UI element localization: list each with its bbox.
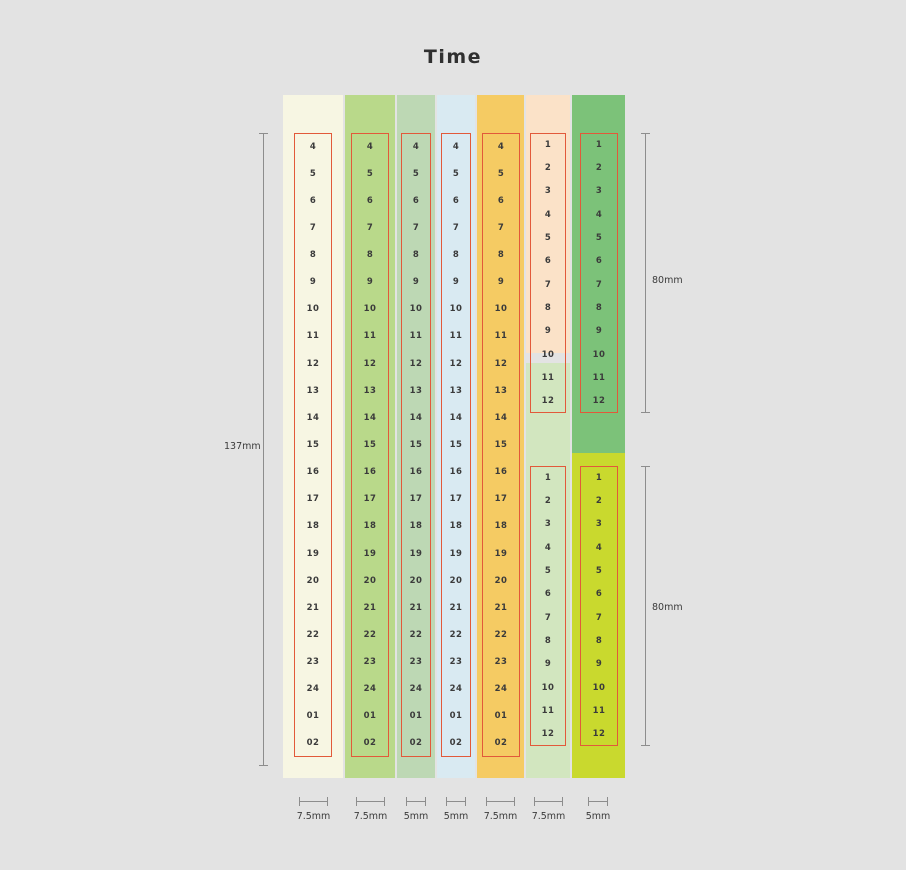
hour-label: 18 bbox=[306, 521, 320, 532]
overall-height-dimension-label: 137mm bbox=[224, 441, 261, 452]
hour-label: 8 bbox=[452, 250, 460, 261]
hour-label: 01 bbox=[494, 711, 508, 722]
hour-label: 23 bbox=[409, 657, 423, 668]
hour-label: 4 bbox=[595, 209, 603, 220]
hour-label: 7 bbox=[309, 222, 317, 233]
hour-label: 17 bbox=[363, 494, 377, 505]
hour-label: 5 bbox=[309, 168, 317, 179]
hour-label: 4 bbox=[544, 542, 552, 553]
hour-label: 01 bbox=[409, 711, 423, 722]
hour-label: 10 bbox=[592, 349, 606, 360]
upper-block-height-dimension bbox=[645, 133, 646, 413]
hour-label: 16 bbox=[409, 467, 423, 478]
hour-label: 24 bbox=[306, 684, 320, 695]
hour-label: 18 bbox=[449, 521, 463, 532]
hour-label: 8 bbox=[544, 303, 552, 313]
hour-label: 3 bbox=[544, 519, 552, 530]
hour-label: 5 bbox=[366, 168, 374, 179]
hour-label: 8 bbox=[497, 250, 505, 261]
hour-label: 9 bbox=[452, 277, 460, 288]
hour-label: 6 bbox=[452, 195, 460, 206]
hour-label: 11 bbox=[306, 331, 320, 342]
hour-label: 7 bbox=[452, 222, 460, 233]
width-dimension-2-label: 7.5mm bbox=[353, 811, 388, 822]
hour-label: 6 bbox=[595, 589, 603, 600]
hour-label: 12 bbox=[592, 396, 606, 407]
hour-label: 13 bbox=[409, 385, 423, 396]
hour-label: 12 bbox=[306, 358, 320, 369]
hour-label: 16 bbox=[449, 467, 463, 478]
hour-label: 7 bbox=[497, 222, 505, 233]
hour-label: 10 bbox=[306, 304, 320, 315]
hour-label: 6 bbox=[544, 589, 552, 600]
hour-label: 9 bbox=[544, 659, 552, 670]
hour-label: 23 bbox=[449, 657, 463, 668]
hour-label: 22 bbox=[494, 629, 508, 640]
hour-label: 24 bbox=[494, 684, 508, 695]
hour-label: 14 bbox=[363, 412, 377, 423]
hour-label: 9 bbox=[366, 277, 374, 288]
hour-label: 18 bbox=[363, 521, 377, 532]
hour-label: 2 bbox=[595, 163, 603, 173]
column-2-box-full bbox=[351, 133, 389, 757]
hour-label: 13 bbox=[306, 385, 320, 396]
hour-label: 23 bbox=[363, 657, 377, 668]
width-dimension-1 bbox=[299, 801, 328, 802]
hour-label: 6 bbox=[412, 195, 420, 206]
width-dimension-3-label: 5mm bbox=[403, 811, 429, 822]
hour-label: 12 bbox=[541, 396, 555, 407]
hour-label: 20 bbox=[449, 575, 463, 586]
hour-label: 4 bbox=[544, 209, 552, 220]
hour-label: 22 bbox=[449, 629, 463, 640]
hour-label: 19 bbox=[449, 548, 463, 559]
width-dimension-1-label: 7.5mm bbox=[296, 811, 331, 822]
hour-label: 1 bbox=[544, 139, 552, 150]
hour-label: 21 bbox=[363, 602, 377, 613]
column-7-box-upper bbox=[580, 133, 618, 413]
column-7 bbox=[572, 95, 625, 778]
hour-label: 7 bbox=[544, 279, 552, 290]
hour-label: 20 bbox=[363, 575, 377, 586]
hour-label: 24 bbox=[409, 684, 423, 695]
hour-label: 21 bbox=[409, 602, 423, 613]
column-6-box-upper bbox=[530, 133, 566, 413]
column-1 bbox=[283, 95, 343, 778]
hour-label: 10 bbox=[541, 682, 555, 693]
lower-block-height-dimension-label: 80mm bbox=[652, 602, 683, 613]
hour-label: 14 bbox=[409, 412, 423, 423]
hour-label: 7 bbox=[412, 222, 420, 233]
column-4 bbox=[437, 95, 475, 778]
hour-label: 22 bbox=[363, 629, 377, 640]
hour-label: 12 bbox=[592, 729, 606, 740]
width-dimension-3 bbox=[406, 801, 426, 802]
hour-label: 6 bbox=[366, 195, 374, 206]
hour-label: 17 bbox=[494, 494, 508, 505]
hour-label: 19 bbox=[494, 548, 508, 559]
lower-block-height-dimension bbox=[645, 466, 646, 746]
hour-label: 01 bbox=[363, 711, 377, 722]
width-dimension-4-label: 5mm bbox=[443, 811, 469, 822]
hour-label: 18 bbox=[409, 521, 423, 532]
hour-label: 11 bbox=[592, 373, 606, 383]
hour-label: 16 bbox=[306, 467, 320, 478]
hour-label: 02 bbox=[494, 738, 508, 749]
column-6-box-lower bbox=[530, 466, 566, 746]
hour-label: 12 bbox=[494, 358, 508, 369]
hour-label: 17 bbox=[409, 494, 423, 505]
hour-label: 2 bbox=[544, 496, 552, 506]
hour-label: 23 bbox=[306, 657, 320, 668]
hour-label: 15 bbox=[409, 440, 423, 450]
hour-label: 19 bbox=[306, 548, 320, 559]
hour-label: 17 bbox=[449, 494, 463, 505]
hour-label: 2 bbox=[544, 163, 552, 173]
hour-label: 21 bbox=[494, 602, 508, 613]
hour-label: 5 bbox=[412, 168, 420, 179]
hour-label: 3 bbox=[595, 186, 603, 197]
hour-label: 20 bbox=[494, 575, 508, 586]
hour-label: 14 bbox=[306, 412, 320, 423]
hour-label: 21 bbox=[449, 602, 463, 613]
hour-label: 20 bbox=[306, 575, 320, 586]
hour-label: 9 bbox=[595, 659, 603, 670]
hour-label: 15 bbox=[494, 440, 508, 450]
width-dimension-5-label: 7.5mm bbox=[483, 811, 518, 822]
hour-label: 15 bbox=[306, 440, 320, 450]
hour-label: 19 bbox=[363, 548, 377, 559]
hour-label: 4 bbox=[497, 141, 505, 152]
hour-label: 21 bbox=[306, 602, 320, 613]
hour-label: 7 bbox=[595, 279, 603, 290]
column-6 bbox=[526, 95, 570, 778]
hour-label: 10 bbox=[409, 304, 423, 315]
hour-label: 1 bbox=[595, 472, 603, 483]
hour-label: 13 bbox=[449, 385, 463, 396]
hour-label: 11 bbox=[449, 331, 463, 342]
hour-label: 7 bbox=[366, 222, 374, 233]
hour-label: 10 bbox=[363, 304, 377, 315]
hour-label: 2 bbox=[595, 496, 603, 506]
page-title: Time bbox=[423, 46, 483, 68]
hour-label: 14 bbox=[449, 412, 463, 423]
hour-label: 8 bbox=[412, 250, 420, 261]
hour-label: 4 bbox=[412, 141, 420, 152]
hour-label: 8 bbox=[544, 636, 552, 646]
hour-label: 4 bbox=[452, 141, 460, 152]
hour-label: 4 bbox=[309, 141, 317, 152]
hour-label: 8 bbox=[595, 636, 603, 646]
hour-label: 16 bbox=[363, 467, 377, 478]
hour-label: 19 bbox=[409, 548, 423, 559]
hour-label: 22 bbox=[409, 629, 423, 640]
hour-label: 1 bbox=[595, 139, 603, 150]
hour-label: 01 bbox=[306, 711, 320, 722]
hour-label: 3 bbox=[544, 186, 552, 197]
hour-label: 9 bbox=[544, 326, 552, 337]
hour-label: 4 bbox=[366, 141, 374, 152]
hour-label: 22 bbox=[306, 629, 320, 640]
hour-label: 10 bbox=[592, 682, 606, 693]
hour-label: 9 bbox=[309, 277, 317, 288]
hour-label: 8 bbox=[309, 250, 317, 261]
hour-label: 5 bbox=[544, 233, 552, 243]
hour-label: 18 bbox=[494, 521, 508, 532]
column-5 bbox=[477, 95, 524, 778]
hour-label: 11 bbox=[541, 706, 555, 716]
width-dimension-7 bbox=[588, 801, 608, 802]
hour-label: 6 bbox=[497, 195, 505, 206]
hour-label: 10 bbox=[541, 349, 555, 360]
hour-label: 9 bbox=[497, 277, 505, 288]
hour-label: 10 bbox=[494, 304, 508, 315]
column-3 bbox=[397, 95, 435, 778]
width-dimension-2 bbox=[356, 801, 385, 802]
hour-label: 14 bbox=[494, 412, 508, 423]
width-dimension-7-label: 5mm bbox=[585, 811, 611, 822]
hour-label: 11 bbox=[541, 373, 555, 383]
hour-label: 11 bbox=[409, 331, 423, 342]
hour-label: 02 bbox=[363, 738, 377, 749]
hour-label: 5 bbox=[544, 566, 552, 576]
hour-label: 6 bbox=[309, 195, 317, 206]
hour-label: 24 bbox=[449, 684, 463, 695]
column-5-box-full bbox=[482, 133, 520, 757]
hour-label: 12 bbox=[541, 729, 555, 740]
hour-label: 7 bbox=[595, 612, 603, 623]
hour-label: 5 bbox=[595, 566, 603, 576]
hour-label: 7 bbox=[544, 612, 552, 623]
hour-label: 12 bbox=[363, 358, 377, 369]
hour-label: 11 bbox=[592, 706, 606, 716]
hour-label: 02 bbox=[449, 738, 463, 749]
hour-label: 4 bbox=[595, 542, 603, 553]
width-dimension-6 bbox=[534, 801, 563, 802]
hour-label: 12 bbox=[449, 358, 463, 369]
hour-label: 15 bbox=[449, 440, 463, 450]
hour-label: 5 bbox=[497, 168, 505, 179]
hour-label: 3 bbox=[595, 519, 603, 530]
hour-label: 23 bbox=[494, 657, 508, 668]
hour-label: 13 bbox=[494, 385, 508, 396]
hour-label: 1 bbox=[544, 472, 552, 483]
hour-label: 12 bbox=[409, 358, 423, 369]
hour-label: 9 bbox=[595, 326, 603, 337]
hour-label: 13 bbox=[363, 385, 377, 396]
hour-label: 01 bbox=[449, 711, 463, 722]
hour-label: 11 bbox=[363, 331, 377, 342]
width-dimension-5 bbox=[486, 801, 515, 802]
hour-label: 11 bbox=[494, 331, 508, 342]
hour-label: 8 bbox=[595, 303, 603, 313]
upper-block-height-dimension-label: 80mm bbox=[652, 275, 683, 286]
hour-label: 9 bbox=[412, 277, 420, 288]
hour-label: 6 bbox=[544, 256, 552, 267]
column-1-box-full bbox=[294, 133, 332, 757]
hour-label: 16 bbox=[494, 467, 508, 478]
hour-label: 17 bbox=[306, 494, 320, 505]
width-dimension-6-label: 7.5mm bbox=[531, 811, 566, 822]
hour-label: 5 bbox=[452, 168, 460, 179]
hour-label: 02 bbox=[409, 738, 423, 749]
overall-height-dimension bbox=[263, 133, 264, 766]
hour-label: 02 bbox=[306, 738, 320, 749]
width-dimension-4 bbox=[446, 801, 466, 802]
hour-label: 6 bbox=[595, 256, 603, 267]
hour-label: 24 bbox=[363, 684, 377, 695]
hour-label: 8 bbox=[366, 250, 374, 261]
column-3-box-full bbox=[401, 133, 431, 757]
column-4-box-full bbox=[441, 133, 471, 757]
hour-label: 5 bbox=[595, 233, 603, 243]
hour-label: 10 bbox=[449, 304, 463, 315]
column-2 bbox=[345, 95, 395, 778]
column-7-box-lower bbox=[580, 466, 618, 746]
hour-label: 15 bbox=[363, 440, 377, 450]
hour-label: 20 bbox=[409, 575, 423, 586]
